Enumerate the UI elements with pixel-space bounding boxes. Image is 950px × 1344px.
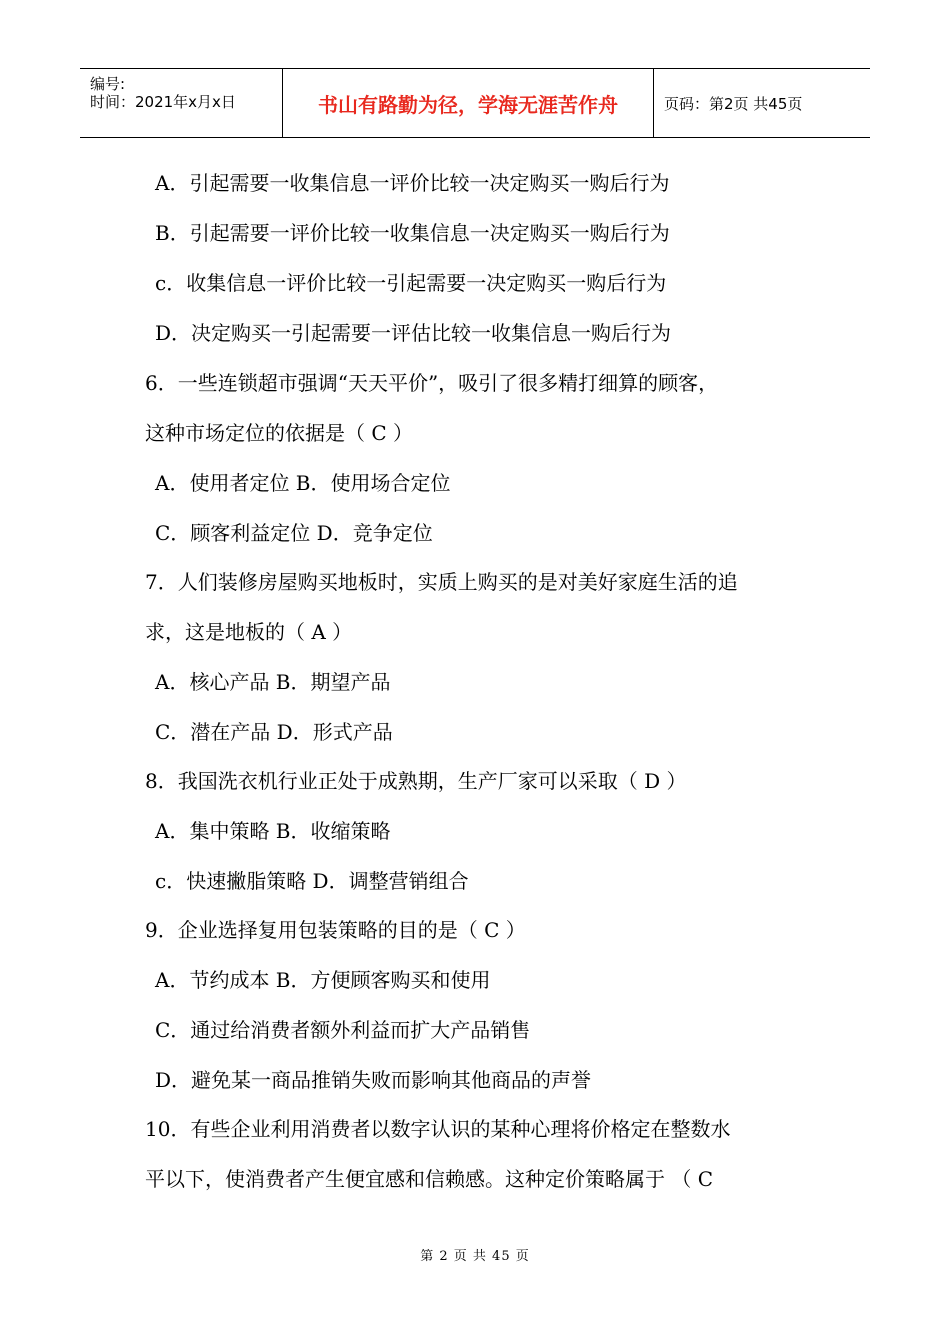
- header-time-label: 时间：2021年x月x日: [90, 93, 236, 111]
- text-line: D．决定购买一引起需要一评估比较一收集信息一购后行为: [155, 321, 672, 345]
- page-footer: 第 2 页 共 45 页: [420, 1249, 530, 1264]
- text-line: D．避免某一商品推销失败而影响其他商品的声誉: [155, 1068, 592, 1092]
- page-header: [80, 68, 870, 138]
- header-motto: 书山有路勤为径，学海无涯苦作舟: [283, 69, 654, 137]
- text-line: 7．人们装修房屋购买地板时，实质上购买的是对美好家庭生活的追: [145, 570, 738, 594]
- text-line: A．核心产品 B．期望产品: [155, 670, 391, 694]
- text-line: C．通过给消费者额外利益而扩大产品销售: [155, 1018, 531, 1042]
- text-line: 平以下，使消费者产生便宜感和信赖感。这种定价策略属于 （ C: [145, 1167, 714, 1191]
- text-line: C．顾客利益定位 D．竞争定位: [155, 521, 433, 545]
- text-line: 6．一些连锁超市强调“天天平价”，吸引了很多精打细算的顾客，: [145, 371, 719, 395]
- text-line: A．节约成本 B．方便顾客购买和使用: [155, 968, 491, 992]
- text-line: 10．有些企业利用消费者以数字认识的某种心理将价格定在整数水: [145, 1117, 731, 1141]
- text-line: 求，这是地板的（ A ）: [145, 620, 353, 644]
- text-line: B．引起需要一评价比较一收集信息一决定购买一购后行为: [155, 221, 670, 245]
- text-line: C．潜在产品 D．形式产品: [155, 720, 393, 744]
- text-line: 9．企业选择复用包装策略的目的是（ C ）: [145, 918, 526, 942]
- header-meta: [80, 69, 283, 137]
- header-number-label: 编号:: [90, 75, 126, 93]
- text-line: c．快速撇脂策略 D．调整营销组合: [155, 869, 469, 893]
- text-line: 这种市场定位的依据是（ C ）: [145, 421, 414, 445]
- text-line: 8．我国洗衣机行业正处于成熟期，生产厂家可以采取（ D ）: [145, 769, 687, 793]
- header-page-info: 页码：第2页 共45页: [664, 94, 803, 113]
- text-line: A．使用者定位 B．使用场合定位: [155, 471, 451, 495]
- text-line: A．引起需要一收集信息一评价比较一决定购买一购后行为: [155, 171, 670, 195]
- text-line: A．集中策略 B．收缩策略: [155, 819, 391, 843]
- text-line: c．收集信息一评价比较一引起需要一决定购买一购后行为: [155, 271, 667, 295]
